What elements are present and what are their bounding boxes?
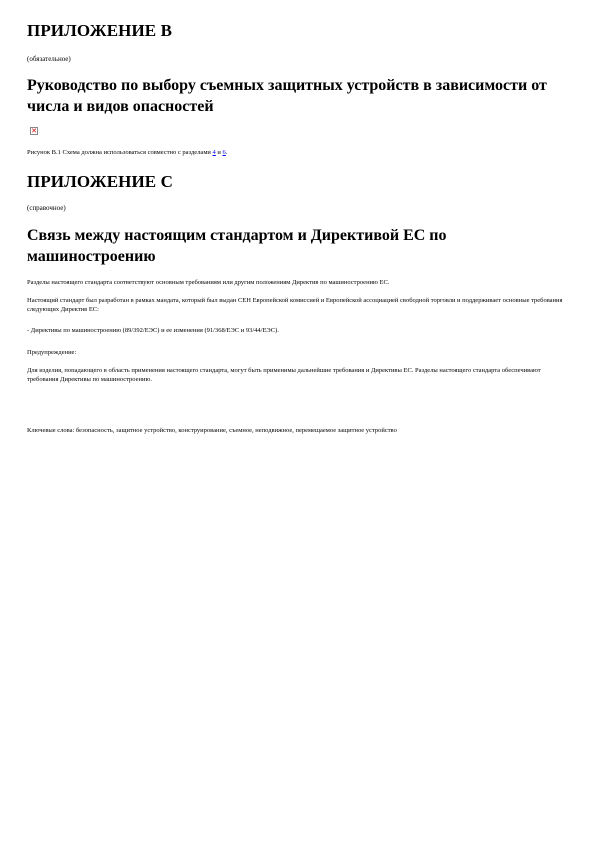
figure-caption-suffix: . [225,149,228,156]
section-6-link[interactable]: 6 [222,149,226,156]
appendix-b-status: (обязательное) [27,55,71,63]
appendix-c-status: (справочное) [27,204,66,212]
appendix-b-title: ПРИЛОЖЕНИЕ В [27,21,173,40]
figure-caption [27,148,572,157]
paragraph-3: - Директивы по машиностроению (89/392/ЕЭС) и ее изменения (91/368/ЕЭС и 93/44/ЕЭС). [27,327,279,334]
paragraph-1: Разделы настоящего стандарта соответствуют основным требованиям или другим положениям Директив по машиностроению ЕС. [27,279,390,286]
figure-caption-and: и [215,149,223,156]
warning-label: Предупреждение: [27,349,77,356]
appendix-c-heading: Связь между настоящим стандартом и Директивой ЕС по машиностроению [27,227,447,265]
broken-image-icon: ✕ [31,126,37,135]
figure-caption-prefix: Рисунок В.1 Схема должна использоваться совместно с разделами [27,149,213,156]
section-4-link[interactable]: 4 [212,149,216,156]
paragraph-2: Настоящий стандарт был разработан в рамках мандата, который был выдан СЕН Европейской комиссией и Европейской ассоциацией свободной торговли и поддерживает основные требования следующих Директив ЕС: [27,297,563,313]
paragraph-5: Для изделия, попадающего в область применения настоящего стандарта, могут быть применимы дальнейшие требования и Директивы ЕС. Разделы настоящего стандарта обеспечивают требования Директивы по машиностроению. [27,367,541,383]
keywords: Ключевые слова: безопасность, защитное устройство, конструирование, съемное, неподвижное, перемещаемое защитное устройство [27,427,397,434]
appendix-c-title: ПРИЛОЖЕНИЕ С [27,172,173,191]
appendix-b-heading: Руководство по выбору съемных защитных устройств в зависимости от числа и видов опасностей [27,77,547,115]
